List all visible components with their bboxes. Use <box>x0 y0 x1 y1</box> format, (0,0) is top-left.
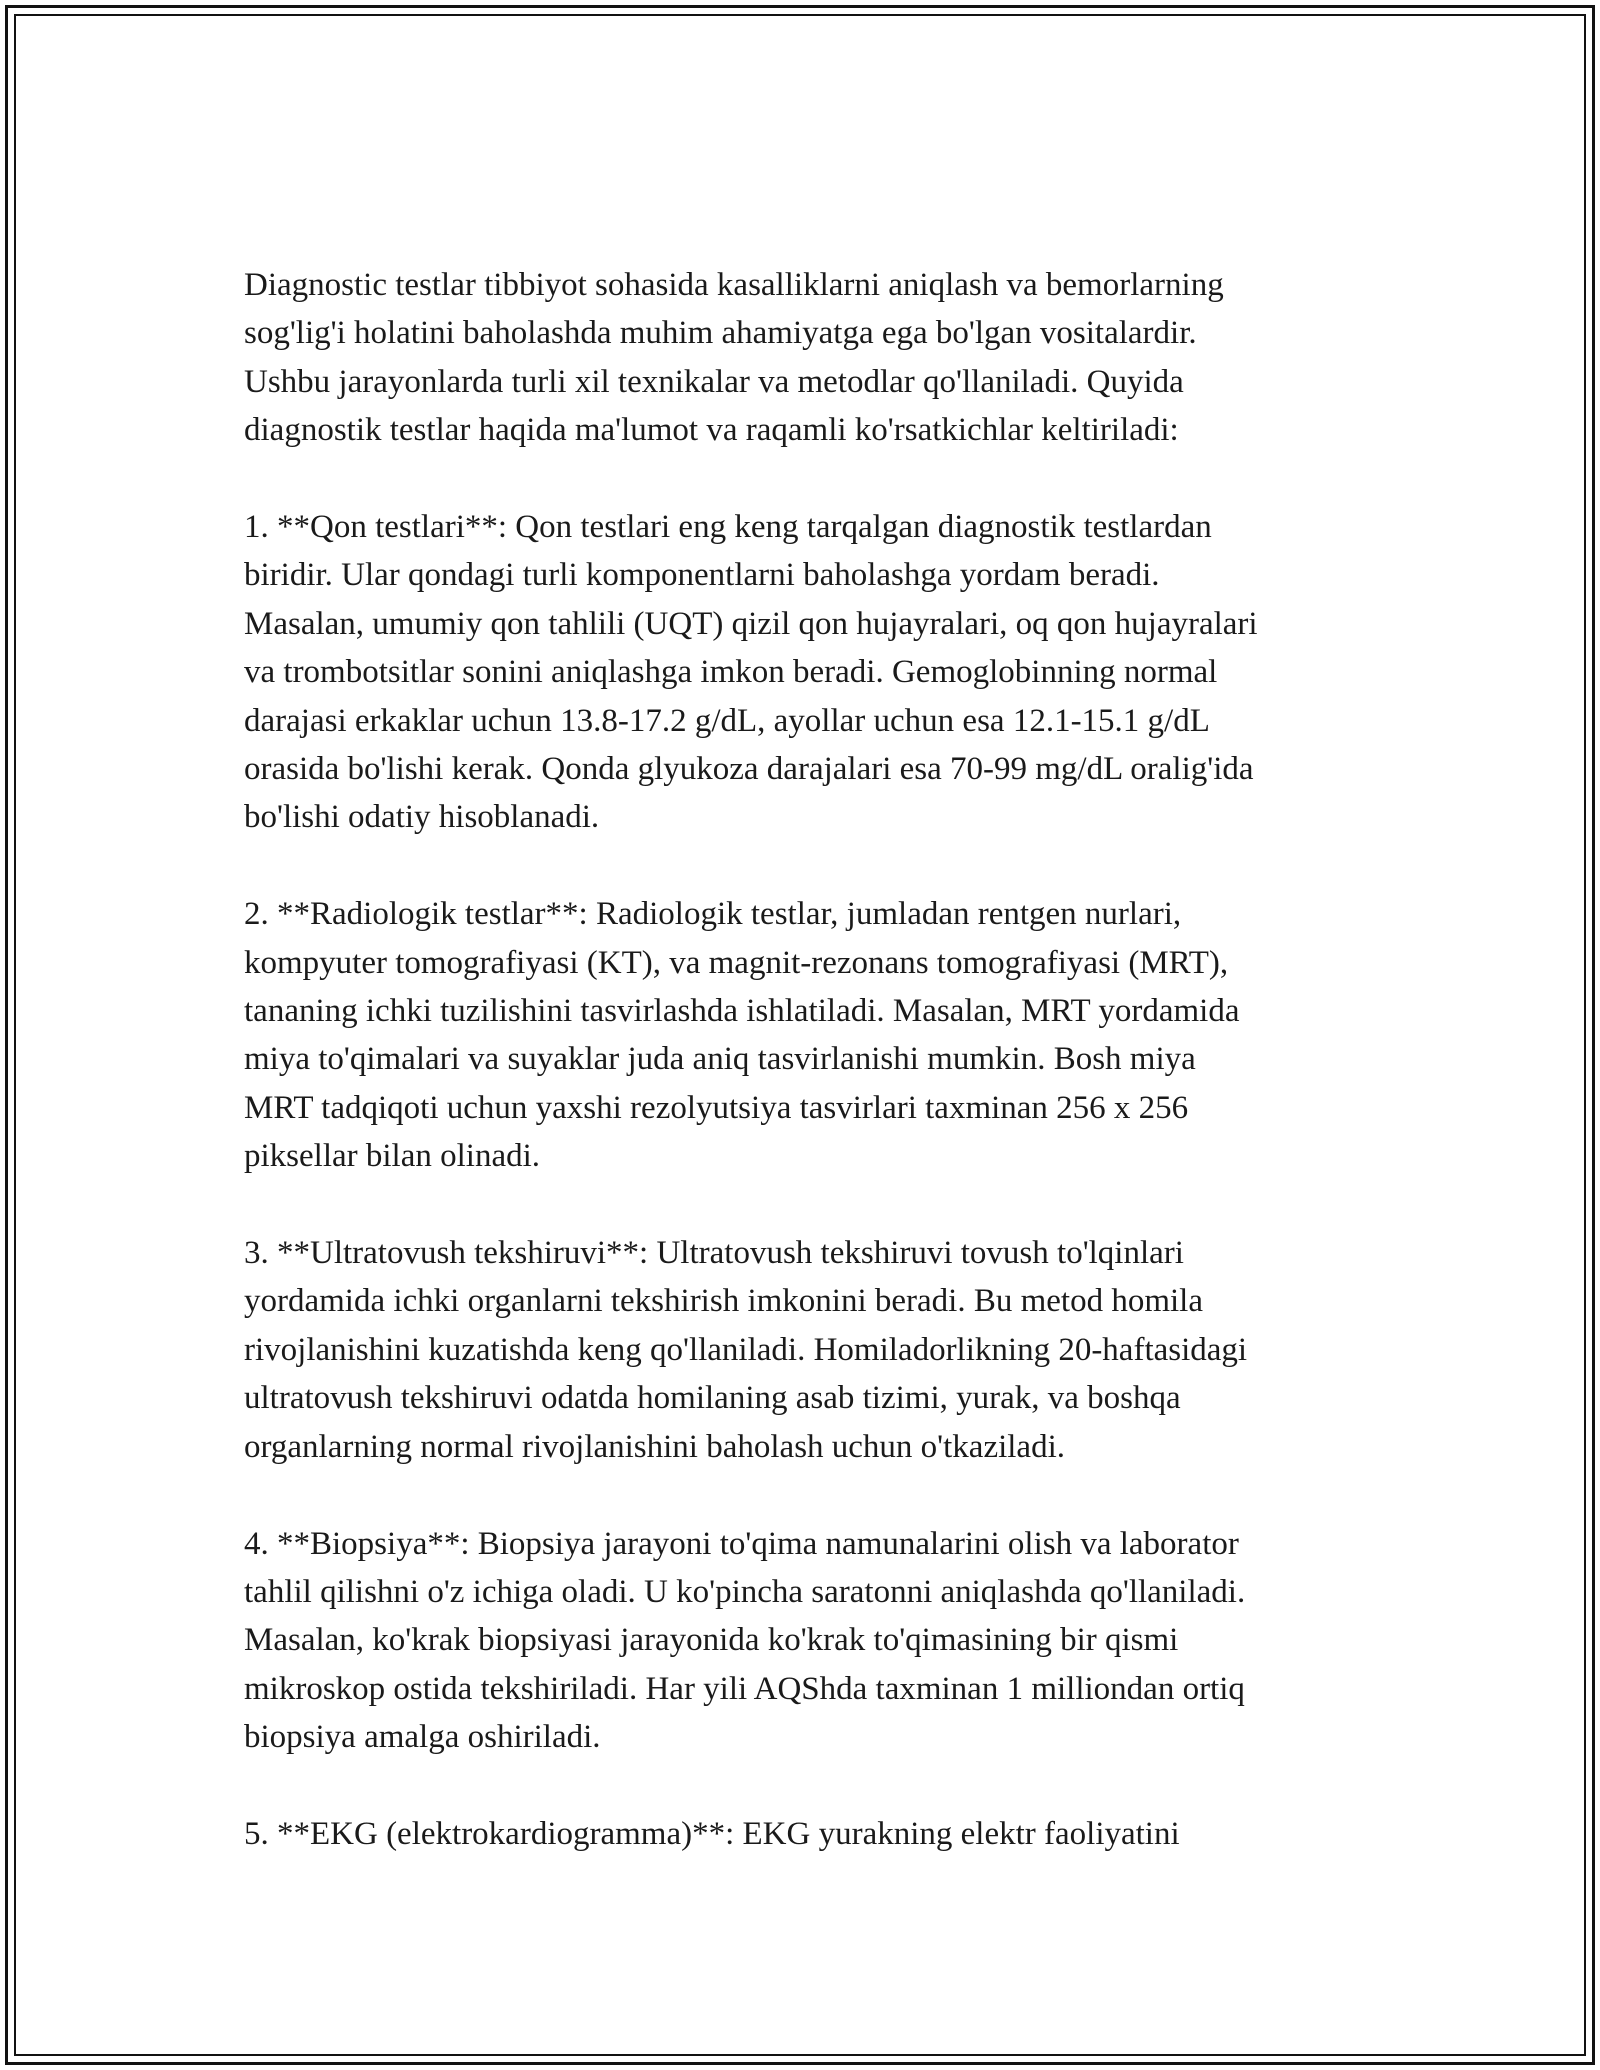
intro-paragraph: Diagnostic testlar tibbiyot sohasida kasalliklarni aniqlash va bemorlarning sog'lig'i holatini baholashda muhim ahamiyatga ega bo'lgan vositalardir. Ushbu jarayonlarda turli xil texnikalar va metodlar qo'llaniladi. Quyida diagnostik testlar haqida ma'lumot va raqamli ko'rsatkichlar keltiriladi: <box>244 267 1224 449</box>
page-border <box>5 5 1595 2065</box>
section-ultratovush-tekshiruvi: 3. **Ultratovush tekshiruvi**: Ultratovush tekshiruvi tovush to'lqinlari yordamida ichki organlarni tekshirish imkonini beradi. Bu metod homila rivojlanishini kuzatishda keng qo'llaniladi. Homiladorlikning 20-haftasidagi ultratovush tekshiruvi odatda homilaning asab tizimi, yurak, va boshqa organlarning normal rivojlanishini baholash uchun o'tkaziladi. <box>244 1235 1248 1465</box>
section-ekg: 5. **EKG (elektrokardiogramma)**: EKG yurakning elektr faoliyatini <box>244 1815 1180 1852</box>
section-biopsiya: 4. **Biopsiya**: Biopsiya jarayoni to'qima namunalarini olish va laborator tahlil qilishni o'z ichiga oladi. U ko'pincha saratonni aniqlashda qo'llaniladi. Masalan, ko'krak biopsiyasi jarayonida ko'krak to'qimasining bir qismi mikroskop ostida tekshiriladi. Har yili AQShda taxminan 1 milliondan ortiq biopsiya amalga oshiriladi. <box>244 1525 1246 1756</box>
section-radiologik-testlar: 2. **Radiologik testlar**: Radiologik testlar, jumladan rentgen nurlari, kompyuter tomografiyasi (KT), va magnit-rezonans tomografiyasi (MRT), tananing ichki tuzilishini tasvirlashda ishlatiladi. Masalan, MRT yordamida miya to'qimalari va suyaklar juda aniq tasvirlanishi mumkin. Bosh miya MRT tadqiqoti uchun yaxshi rezolyutsiya tasvirlari taxminan 256 x 256 piksellar bilan olinadi. <box>244 896 1240 1175</box>
document-body <box>244 261 1394 1858</box>
section-qon-testlari: 1. **Qon testlari**: Qon testlari eng keng tarqalgan diagnostik testlardan biridir. Ular qondagi turli komponentlarni baholashga yordam beradi. Masalan, umumiy qon tahlili (UQT) qizil qon hujayralari, oq qon hujayralari va trombotsitlar sonini aniqlashga imkon beradi. Gemoglobinning normal darajasi erkaklar uchun 13.8-17.2 g/dL, ayollar uchun esa 12.1-15.1 g/dL orasida bo'lishi kerak. Qonda glyukoza darajalari esa 70-99 mg/dL oralig'ida bo'lishi odatiy hisoblanadi. <box>244 509 1258 836</box>
